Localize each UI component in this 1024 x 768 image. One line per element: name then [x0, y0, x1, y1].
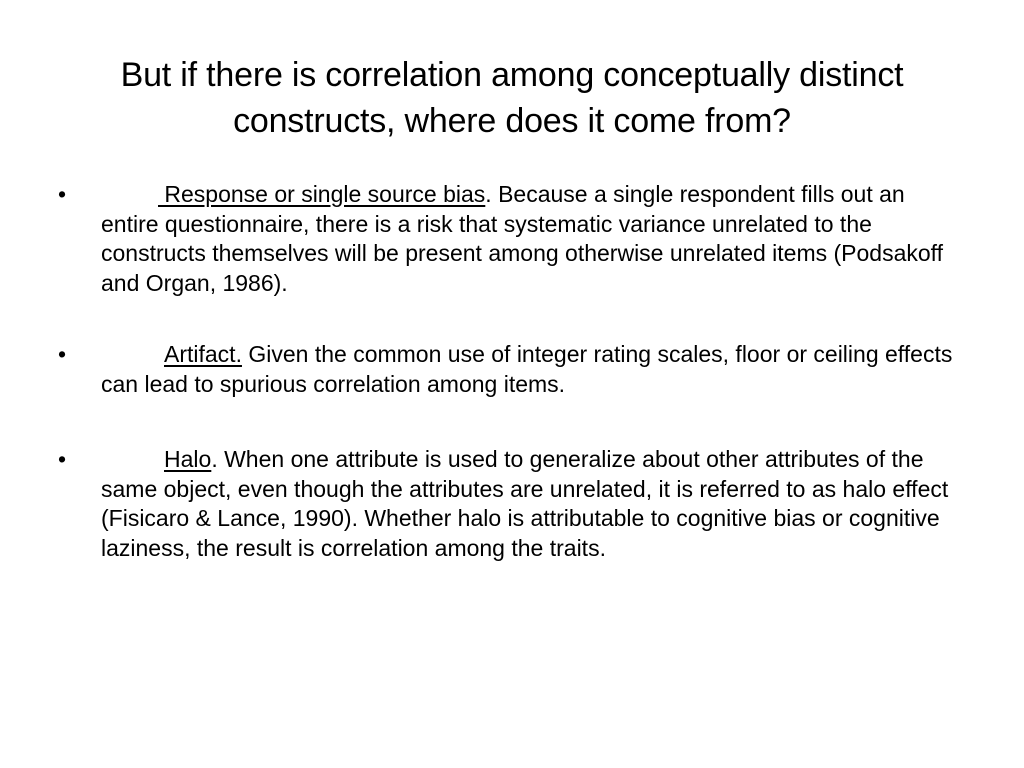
bullet-term: Artifact.: [164, 341, 242, 367]
bullet-text: . When one attribute is used to generalize about other attributes of the same object, even though the attributes are unrelated, it is referred to as halo effect (Fisicaro & Lance, 1990). Whether halo is attributable to cognitive bias or cognitive laziness, the result is correlation among the traits.: [101, 446, 949, 561]
bullet-item-halo: [58, 445, 958, 563]
bullet-icon: •: [58, 181, 67, 207]
bullet-term: Halo: [164, 446, 212, 472]
bullet-text: . Because a single respondent fills out an entire questionnaire, there is a risk that systematic variance unrelated to the constructs themselves will be present among otherwise unrelated items (Podsakoff and Organ, 1986).: [101, 181, 944, 296]
bullet-item-artifact: [58, 340, 958, 399]
bullet-text: Given the common use of integer rating scales, floor or ceiling effects can lead to spurious correlation among items.: [101, 341, 953, 397]
bullet-term: Response or single source bias: [158, 181, 486, 207]
bullet-icon: •: [58, 446, 67, 472]
bullet-icon: •: [58, 341, 67, 367]
slide-title: But if there is correlation among conceptually distinct constructs, where does it come from?: [120, 56, 904, 140]
bullet-list: [58, 180, 958, 605]
bullet-item-response-bias: [58, 180, 958, 298]
